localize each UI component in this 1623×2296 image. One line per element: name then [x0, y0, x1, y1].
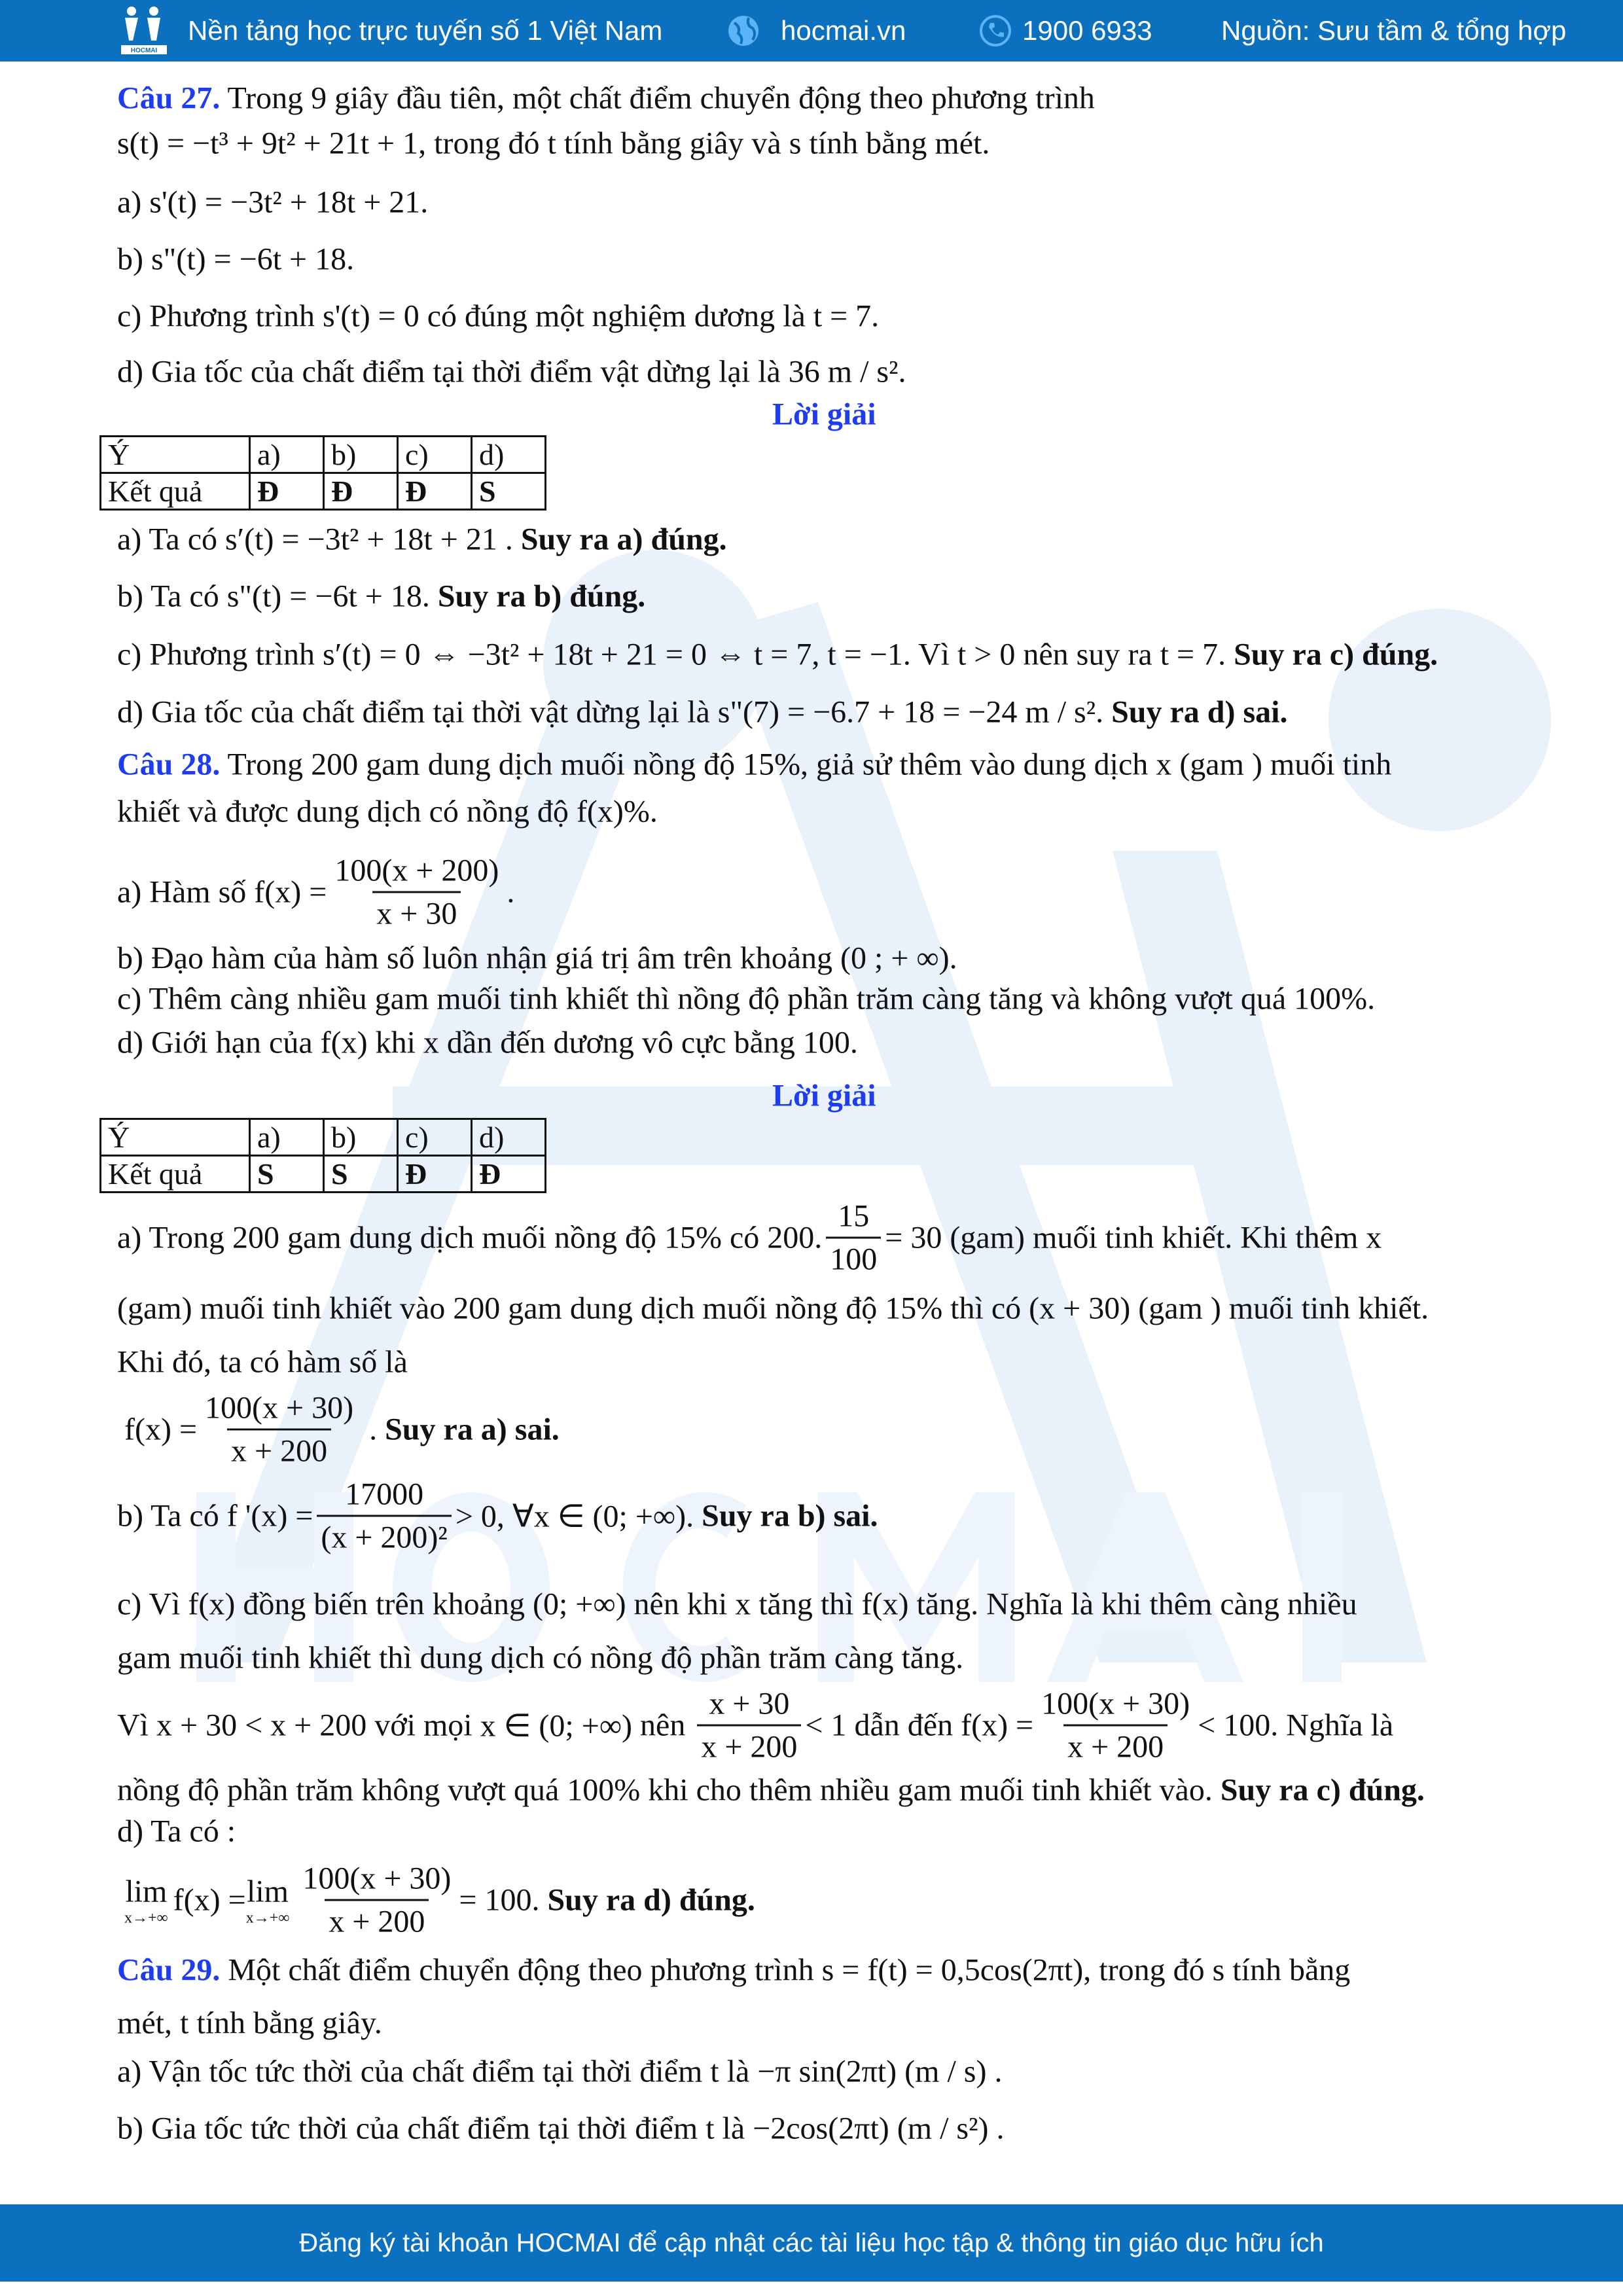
question-label: Câu 28. [117, 747, 221, 782]
text-run: là [714, 2111, 753, 2146]
text-run [1226, 637, 1234, 673]
solution-line [117, 1814, 236, 1850]
text-run: a) Ta có [117, 522, 225, 557]
solution-line [117, 1772, 1425, 1808]
text-run: (gam) muối tinh khiết vào [117, 1291, 454, 1326]
text-run: Khi đó, ta có hàm số là [117, 1344, 408, 1380]
math-expression: f(x) = [173, 1882, 246, 1918]
fraction-numerator: 100(x + 30) [205, 1390, 354, 1426]
table-cell: Đ [398, 473, 472, 510]
question-29-stem [117, 1952, 1350, 1988]
math-expression: s = f(t) = 0,5cos(2πt), [821, 1952, 1092, 1988]
globe-icon [726, 14, 760, 48]
table-cell: S [472, 473, 546, 510]
fraction-denominator: x + 200 [227, 1429, 331, 1469]
conclusion-text: Suy ra d) sai. [1111, 694, 1288, 730]
conclusion-text: Suy ra b) sai. [702, 1498, 878, 1534]
text-run: d) Ta có : [117, 1814, 236, 1849]
math-expression: f(x) [188, 1587, 236, 1622]
math-expression: = 30 [885, 1220, 942, 1255]
solution-line [117, 1344, 408, 1380]
question-28-stem-2 [117, 794, 658, 830]
question-29-stem-2 [117, 2005, 382, 2041]
math-expression: t [547, 126, 556, 161]
text-run: d) Gia tốc của chất điểm tại thời điểm vật dừng lại là 36 [117, 354, 828, 389]
math-expression: 200. [767, 1220, 823, 1255]
question-label: Câu 29. [117, 1952, 221, 1988]
math-expression: > 0, ∀x ∈ (0; +∞). [455, 1499, 694, 1534]
math-expression: f(x) [861, 1587, 909, 1622]
math-expression: −π sin(2πt) (m / s) [757, 2054, 987, 2089]
text-run [539, 1882, 547, 1918]
math-expression: x [423, 1025, 439, 1060]
text-run: . [986, 2054, 1003, 2089]
question-28-option-a [117, 853, 514, 932]
fraction [298, 1861, 455, 1940]
text-run: a) Vận tốc tức thời của chất điểm tại thời điểm [117, 2054, 711, 2089]
text-run: khi [367, 1025, 423, 1060]
table-header: d) [472, 437, 546, 473]
math-expression: s"(7) = −6.7 + 18 = −24 m / s² [717, 694, 1096, 730]
math-expression: s(t) = −t³ + 9t² + 21t + 1, [117, 126, 427, 161]
math-expression: s′(t) = −3t² + 18t + 21 [225, 522, 497, 557]
math-expression: t [710, 2054, 719, 2089]
math-expression: f '(x) = [226, 1498, 313, 1534]
fraction-numerator: 17000 [345, 1477, 424, 1512]
table-header: Ý [101, 437, 250, 473]
table-header: c) [398, 1119, 472, 1156]
text-run: thì có [942, 1291, 1029, 1326]
solution-title: Lời giải [772, 1078, 876, 1113]
math-expression: x [1366, 1220, 1382, 1255]
fraction-numerator: 100(x + 200) [334, 853, 499, 888]
fraction-denominator: (x + 200)² [317, 1515, 451, 1556]
text-run: b) Ta có [117, 1498, 227, 1534]
text-run: a) [117, 185, 150, 220]
solution-line [117, 579, 645, 615]
fraction-denominator: x + 200 [325, 1899, 429, 1940]
text-run: nồng độ phần trăm không vượt quá 100% khi cho thêm nhiều gam muối tinh khiết vào. [117, 1772, 1221, 1808]
question-27-stem-2 [117, 126, 990, 162]
text-run: gam dung dịch muối nồng độ [279, 1220, 664, 1255]
question-28-option-d [117, 1025, 858, 1061]
math-expression: s'(t) = 0 [323, 298, 419, 334]
question-label: Câu 27. [117, 81, 221, 116]
fraction-numerator: 100(x + 30) [1041, 1686, 1190, 1721]
text-run: nên suy ra [1015, 637, 1160, 672]
text-run: tính bằng giây. [188, 2005, 382, 2041]
fraction [1037, 1686, 1194, 1765]
table-cell: S [250, 1156, 324, 1193]
answer-table [99, 1118, 546, 1193]
text-run: gam dung dịch muối nồng độ [500, 1291, 885, 1326]
table-header: d) [472, 1119, 546, 1156]
math-expression: x ∈ (0; +∞) [480, 1708, 633, 1743]
limit [124, 1873, 168, 1927]
math-expression: f(x) = [124, 1412, 198, 1447]
phone-number[interactable]: 1900 6933 [1022, 15, 1152, 46]
math-expression: (0; +∞) [532, 1587, 626, 1622]
website-link[interactable]: hocmai.vn [781, 15, 906, 46]
text-run: b) Gia tốc tức thời của chất điểm tại thời điểm [117, 2111, 706, 2146]
math-expression: s'(t) = −3t² + 18t + 21. [149, 185, 429, 220]
fraction-denominator: x + 200 [697, 1725, 801, 1765]
math-expression: < 100. [1198, 1708, 1279, 1743]
text-run: c) Vì [117, 1587, 188, 1622]
table-cell: Đ [398, 1156, 472, 1193]
math-expression: 15% [664, 1220, 722, 1255]
table-cell: S [324, 1156, 398, 1193]
phone-icon [978, 14, 1012, 48]
question-27-option-a [117, 185, 428, 221]
table-cell: Kết quả [101, 473, 250, 510]
text-run: b) Ta có [117, 579, 227, 614]
text-run: nên khi [626, 1587, 736, 1622]
text-run: nên [632, 1708, 694, 1743]
table-header: b) [324, 437, 398, 473]
text-run: là [719, 2054, 758, 2089]
math-expression: s [1212, 1952, 1225, 1988]
question-29-option-a [117, 2054, 1002, 2090]
text-run: c) Phương trình [117, 298, 323, 334]
text-run: mét, [117, 2005, 180, 2041]
text-run: Trong 200 gam dung dịch muối nồng độ 15%, giả sử thêm vào dung dịch [220, 747, 1156, 782]
text-run: %. [623, 794, 658, 829]
text-run: trong đó [1091, 1952, 1213, 1988]
solution-line [117, 1587, 1357, 1623]
text-run: . [497, 522, 521, 557]
text-run: . [988, 2111, 1005, 2146]
solution-line [117, 694, 1288, 730]
math-expression: x [735, 1587, 751, 1622]
text-run: có [721, 1220, 768, 1255]
footer-text[interactable]: Đăng ký tài khoản HOCMAI để cập nhật các tài liệu học tập & thông tin giáo dục hữu ích [299, 2228, 1324, 2257]
fraction [201, 1390, 357, 1469]
text-run: (gam ) muối tinh [1171, 747, 1392, 782]
math-expression: x + 30 < x + 200 [156, 1708, 367, 1743]
math-expression: 200 [232, 1220, 280, 1255]
solution-line [117, 522, 727, 558]
table-header: a) [250, 1119, 324, 1156]
text-run: tính bằng [1224, 1952, 1351, 1988]
limit [246, 1873, 290, 1927]
text-run [694, 1498, 702, 1534]
question-28-stem [117, 747, 1391, 783]
solution-line [117, 1198, 1382, 1278]
conclusion-text: Suy ra a) đúng. [520, 522, 727, 557]
solution-line [117, 1477, 878, 1556]
text-run: d) Giới hạn của [117, 1025, 321, 1060]
table-cell: Kết quả [101, 1156, 250, 1193]
math-expression: = 100. [459, 1882, 540, 1918]
text-run [430, 579, 438, 615]
limit-subscript: x→+∞ [245, 1909, 290, 1926]
conclusion-text: Suy ra a) sai. [385, 1412, 560, 1447]
hocmai-logo[interactable] [120, 5, 172, 57]
question-29-option-b [117, 2111, 1004, 2147]
question-27-option-c [117, 298, 879, 334]
table-header: b) [324, 1119, 398, 1156]
text-run: a) Hàm số [117, 874, 255, 910]
solution-line [117, 1686, 1393, 1765]
svg-text:HOCMAI: HOCMAI [130, 47, 158, 54]
fraction-numerator: x + 30 [709, 1686, 790, 1721]
table-header: Ý [101, 1119, 250, 1156]
text-run: (gam) muối tinh khiết. Khi thêm [942, 1220, 1366, 1255]
text-run: Vì [910, 637, 957, 672]
math-expression: t = 7. [813, 298, 880, 334]
text-run: đồng biến trên khoảng [235, 1587, 533, 1622]
fraction [697, 1686, 801, 1765]
fraction [317, 1477, 451, 1556]
question-28-option-c [117, 981, 1375, 1017]
limit-symbol: lim [247, 1874, 289, 1909]
text-run: Trong 9 giây đầu tiên, một chất điểm chuyển động theo phương trình [220, 81, 1095, 116]
solution-line [117, 637, 1438, 673]
text-run: với mọi [366, 1708, 480, 1743]
math-expression: x [1156, 747, 1172, 782]
text-run: trong đó [426, 126, 548, 161]
question-27-option-d [117, 354, 906, 390]
conclusion-text: Suy ra c) đúng. [1220, 1772, 1425, 1808]
math-expression: f(x) = [254, 874, 327, 910]
text-run: Nghĩa là [1278, 1708, 1394, 1743]
text-run: tính bằng giây và [556, 126, 789, 161]
math-expression: s"(t) = −6t + 18. [226, 579, 430, 614]
text-run: dẫn đến [846, 1708, 961, 1743]
text-run: (gam ) muối tinh khiết. [1130, 1291, 1429, 1326]
math-expression: 15% [885, 1291, 943, 1326]
header-bar [0, 0, 1623, 62]
text-run: . [507, 874, 515, 910]
text-run: b) [117, 242, 151, 277]
text-run: c) Thêm càng nhiều gam muối tinh khiết thì nồng độ phần trăm càng tăng và không vượt quá 100%. [117, 981, 1376, 1016]
question-27-option-b [117, 242, 354, 278]
text-run: tăng thì [751, 1587, 862, 1622]
table-header: a) [250, 437, 324, 473]
conclusion-text: Suy ra b) đúng. [437, 579, 646, 614]
table-cell: Đ [472, 1156, 546, 1193]
solution-title: Lời giải [772, 397, 876, 432]
fraction-numerator: 15 [838, 1198, 870, 1234]
math-expression: s [789, 126, 802, 161]
math-expression: −2cos(2πt) (m / s²) [753, 2111, 989, 2146]
text-run: gam muối tinh khiết thì dung dịch có nồng độ phần trăm càng tăng. [117, 1640, 964, 1676]
fraction-denominator: x + 200 [1063, 1725, 1168, 1765]
conclusion-text: Suy ra c) đúng. [1234, 637, 1438, 672]
text-run: a) Trong [117, 1220, 233, 1255]
text-run: tính bằng mét. [801, 126, 990, 161]
math-expression: f(x) [576, 794, 624, 829]
fraction-denominator: 100 [826, 1237, 881, 1278]
math-expression: f(x) = [961, 1708, 1034, 1743]
math-expression: s"(t) = −6t + 18. [151, 242, 355, 277]
math-expression: s′(t) = 0 ⇔ −3t² + 18t + 21 = 0 ⇔ t = 7, t = −1. [323, 637, 911, 672]
fraction [826, 1198, 881, 1278]
math-expression: 200 [453, 1291, 501, 1326]
math-expression: t = 7. [1160, 637, 1226, 672]
math-expression: f(x) [320, 1025, 368, 1060]
text-run: . [1096, 694, 1112, 730]
text-run: dần đến dương vô cực bằng 100. [438, 1025, 858, 1060]
limit-symbol: lim [125, 1874, 168, 1909]
table-cell: Đ [324, 473, 398, 510]
text-run: Vì [117, 1708, 156, 1743]
footer-bar [0, 2204, 1623, 2282]
solution-line [117, 1291, 1429, 1327]
answer-table [99, 435, 546, 511]
math-expression: < 1 [805, 1708, 847, 1743]
text-run: có đúng một nghiệm dương là [419, 298, 813, 334]
fraction-numerator: 100(x + 30) [302, 1861, 452, 1896]
fraction [330, 853, 503, 932]
text-run: d) Gia tốc của chất điểm tại thời vật dừng lại là [117, 694, 718, 730]
text-run: b) Đạo hàm của hàm số luôn nhận giá trị âm trên khoảng (0 ; + ∞). [117, 941, 957, 976]
table-header: c) [398, 437, 472, 473]
solution-line [124, 1861, 755, 1940]
math-expression: t > 0 [957, 637, 1016, 672]
table-cell: Đ [250, 473, 324, 510]
conclusion-text: Suy ra d) đúng. [547, 1882, 755, 1918]
math-expression: (x + 30) [1029, 1291, 1131, 1326]
text-run: . [361, 1412, 385, 1447]
text-run: c) Phương trình [117, 637, 323, 672]
math-expression: m / s². [827, 354, 906, 389]
text-run: khiết và được dung dịch có nồng độ [117, 794, 577, 829]
question-27-stem [117, 81, 1095, 117]
solution-line [117, 1640, 963, 1676]
source-note: Nguồn: Sưu tầm & tổng hợp [1221, 15, 1567, 46]
question-28-option-b [117, 941, 957, 977]
limit-subscript: x→+∞ [124, 1909, 168, 1926]
solution-line [124, 1390, 560, 1469]
fraction-denominator: x + 30 [372, 891, 461, 932]
text-run: tăng. Nghĩa là khi thêm càng nhiều [908, 1587, 1357, 1622]
math-expression: t [705, 2111, 715, 2146]
math-expression: t [179, 2005, 189, 2041]
header-slogan: Nền tảng học trực tuyến số 1 Việt Nam [188, 15, 663, 46]
text-run: Một chất điểm chuyển động theo phương trình [220, 1952, 822, 1988]
